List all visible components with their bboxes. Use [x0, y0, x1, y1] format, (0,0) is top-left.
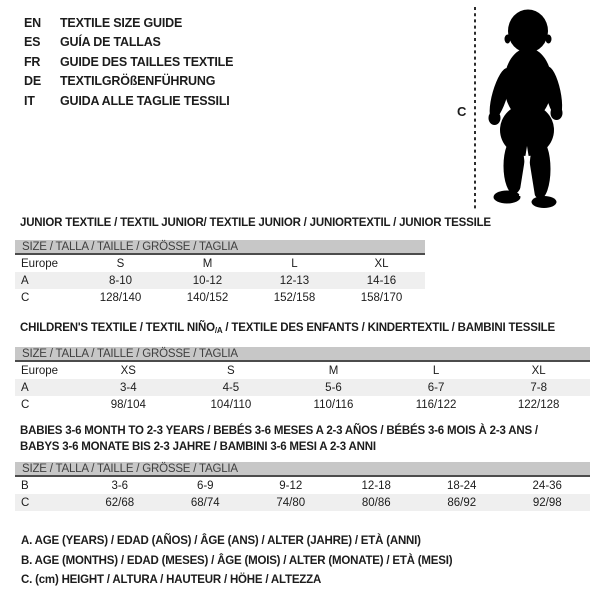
value-cell: 140/152 — [186, 291, 229, 304]
value-cell: 80/86 — [361, 496, 391, 509]
language-code: IT — [24, 93, 35, 108]
language-code: FR — [24, 54, 41, 69]
language-row — [24, 52, 233, 72]
height-dashed-line — [473, 7, 477, 209]
row-label-cell: C — [21, 291, 30, 304]
children-table — [15, 322, 590, 413]
table-row — [15, 272, 425, 289]
size-cell: XS — [120, 364, 136, 377]
value-cell: 74/80 — [276, 496, 306, 509]
size-header-bar: SIZE / TALLA / TAILLE / GRÖSSE / TAGLIA — [15, 347, 590, 362]
footnote-a: A. AGE (YEARS) / EDAD (AÑOS) / ÂGE (ANS) / ALTER (JAHRE) / ETÀ (ANNI) — [21, 535, 421, 547]
size-header-bar: SIZE / TALLA / TAILLE / GRÖSSE / TAGLIA — [15, 462, 590, 477]
language-label: GUÍA DE TALLAS — [60, 35, 161, 50]
language-row — [24, 33, 233, 53]
row-label-cell: A — [21, 274, 29, 287]
table-row — [15, 289, 425, 306]
size-header-bar: SIZE / TALLA / TAILLE / GRÖSSE / TAGLIA — [15, 240, 425, 255]
title-subscript: /A — [214, 326, 223, 335]
language-label: GUIDE DES TAILLES TEXTILE — [60, 54, 234, 69]
size-cell: S — [227, 364, 235, 377]
value-cell: 12-13 — [279, 274, 310, 287]
value-cell: 3-4 — [119, 381, 137, 394]
value-cell: 152/158 — [273, 291, 316, 304]
row-label-cell: C — [21, 496, 30, 509]
value-cell: 8-10 — [108, 274, 133, 287]
value-cell: 98/104 — [110, 398, 146, 411]
size-cell: XL — [531, 364, 546, 377]
value-cell: 158/170 — [360, 291, 403, 304]
table-row — [15, 379, 590, 396]
table-title: JUNIOR TEXTILE / TEXTIL JUNIOR/ TEXTILE JUNIOR / JUNIORTEXTIL / JUNIOR TESSILE — [20, 217, 491, 229]
footnote-c: C. (cm) HEIGHT / ALTURA / HAUTEUR / HÖHE / ALTEZZA — [21, 574, 322, 586]
size-cell: S — [116, 257, 125, 270]
row-label-cell: Europe — [21, 364, 59, 377]
value-cell: 5-6 — [325, 381, 342, 394]
language-header — [24, 13, 233, 111]
value-cell: 116/122 — [415, 398, 457, 411]
language-row — [24, 91, 233, 111]
row-label-cell: Europe — [21, 257, 59, 270]
row-label-cell: C — [21, 398, 30, 411]
title-text: / TEXTILE DES ENFANTS / KINDERTEXTIL / BAMBINI TESSILE — [222, 322, 555, 334]
value-cell: 10-12 — [192, 274, 223, 287]
language-label: GUIDA ALLE TAGLIE TESSILI — [60, 93, 230, 108]
language-row — [24, 13, 233, 33]
value-cell: 86/92 — [447, 496, 477, 509]
value-cell: 18-24 — [447, 479, 477, 492]
table-row — [15, 362, 590, 379]
value-cell: 128/140 — [99, 291, 142, 304]
value-cell: 110/116 — [313, 398, 354, 411]
title-line: BABIES 3-6 MONTH TO 2-3 YEARS / BEBÉS 3-6 MESES A 2-3 AÑOS / BÉBÉS 3-6 MOIS À 2-3 ANS / — [20, 425, 538, 437]
value-cell: 122/128 — [517, 398, 560, 411]
title-text: CHILDREN'S TEXTILE / TEXTIL NIÑO — [20, 322, 215, 334]
value-cell: 62/68 — [105, 496, 135, 509]
value-cell: 4-5 — [222, 381, 240, 394]
value-cell: 9-12 — [279, 479, 303, 492]
size-cell: L — [291, 257, 298, 270]
footnotes — [21, 532, 452, 591]
value-cell: 104/110 — [210, 398, 252, 411]
junior-table — [15, 217, 491, 306]
value-cell: 68/74 — [190, 496, 220, 509]
table-row — [15, 494, 590, 511]
value-cell: 12-18 — [361, 479, 391, 492]
table-title — [15, 423, 590, 455]
value-cell: 7-8 — [530, 381, 547, 394]
row-label-cell: B — [21, 479, 29, 492]
footnote-b: B. AGE (MONTHS) / EDAD (MESES) / ÂGE (MOIS) / ALTER (MONATE) / ETÀ (MESI) — [21, 554, 453, 567]
table-row — [15, 255, 425, 272]
title-line: BABYS 3-6 MONATE BIS 2-3 JAHRE / BAMBINI 3-6 MESI A 2-3 ANNI — [20, 441, 376, 453]
value-cell: 14-16 — [366, 274, 397, 287]
size-cell: XL — [374, 257, 389, 270]
babies-table — [15, 423, 590, 511]
table-row — [15, 477, 590, 494]
baby-silhouette-icon — [481, 8, 573, 210]
value-cell: 6-9 — [196, 479, 214, 492]
language-code: ES — [24, 35, 41, 50]
language-row — [24, 72, 233, 92]
size-cell: L — [432, 364, 440, 377]
language-code: DE — [24, 74, 41, 89]
table-row — [15, 396, 590, 413]
table-title — [15, 322, 590, 337]
size-cell: M — [202, 257, 213, 270]
language-label: TEXTILE SIZE GUIDE — [60, 15, 183, 30]
size-cell: M — [328, 364, 339, 377]
language-label: TEXTILGRÖßENFÜHRUNG — [60, 74, 216, 89]
value-cell: 92/98 — [532, 496, 562, 509]
height-figure — [448, 0, 598, 220]
value-cell: 24-36 — [532, 479, 562, 492]
value-cell: 3-6 — [111, 479, 129, 492]
language-code: EN — [24, 15, 41, 30]
height-label-c: C — [457, 104, 467, 119]
row-label-cell: A — [21, 381, 29, 394]
value-cell: 6-7 — [427, 381, 445, 394]
